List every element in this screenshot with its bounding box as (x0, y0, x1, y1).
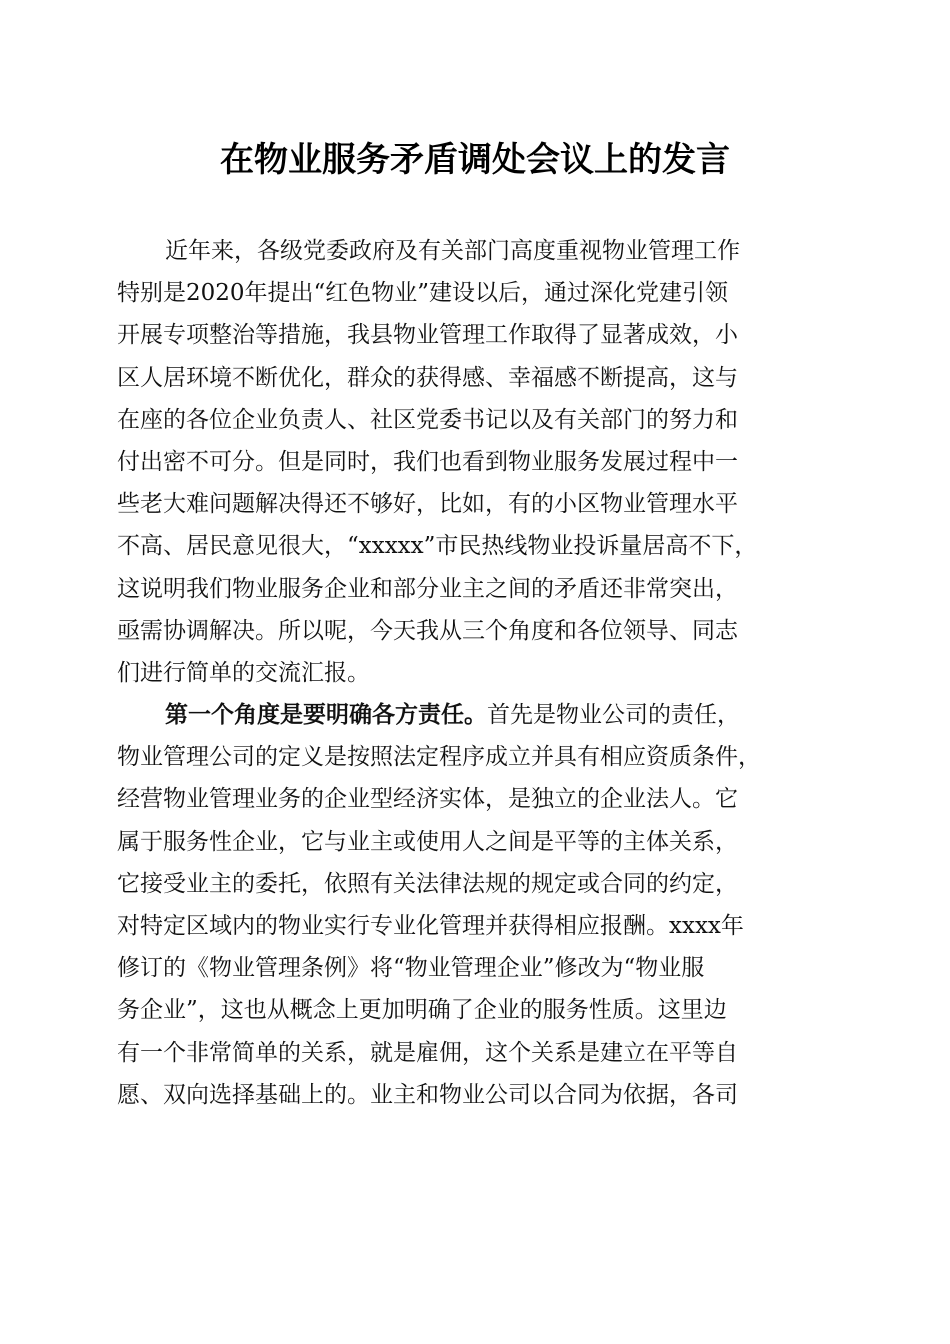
paragraph-line: 对特定区域内的物业实行专业化管理并获得相应报酬。xxxx年 (117, 913, 744, 939)
document-title: 在物业服务矛盾调处会议上的发言 (220, 140, 730, 180)
paragraph-first-line (117, 694, 835, 736)
paragraph-line: 们进行简单的交流汇报。 (117, 659, 370, 686)
paragraph-line: 修订的《物业管理条例》将“物业管理企业”修改为“物业服 (117, 955, 705, 982)
paragraph-line: 在座的各位企业负责人、社区党委书记以及有关部门的努力和 (117, 406, 738, 433)
paragraph-line: 它接受业主的委托，依照有关法律法规的规定或合同的约定， (117, 870, 738, 897)
paragraph-line: 付出密不可分。但是同时，我们也看到物业服务发展过程中一 (117, 448, 738, 475)
section-heading: 第一个角度是要明确各方责任。 (165, 701, 487, 729)
paragraph-line: 区人居环境不断优化，群众的获得感、幸福感不断提高，这与 (117, 364, 738, 391)
paragraph-line: 近年来，各级党委政府及有关部门高度重视物业管理工作 (165, 238, 740, 264)
paragraph-2 (117, 694, 835, 1116)
paragraph-line: 属于服务性企业，它与业主或使用人之间是平等的主体关系， (117, 828, 738, 855)
paragraph-line: 经营物业管理业务的企业型经济实体，是独立的企业法人。它 (117, 786, 738, 813)
paragraph-line: 这说明我们物业服务企业和部分业主之间的矛盾还非常突出， (117, 575, 738, 602)
document-body (117, 230, 835, 1116)
paragraph-line: 开展专项整治等措施，我县物业管理工作取得了显著成效，小 (117, 322, 738, 349)
paragraph-line: 特别是2020年提出“红色物业”建设以后，通过深化党建引领 (117, 280, 729, 307)
paragraph-line: 不高、居民意见很大，“xxxxx”市民热线物业投诉量居高不下， (117, 533, 758, 560)
paragraph-line: 物业管理公司的定义是按照法定程序成立并具有相应资质条件， (117, 744, 761, 771)
paragraph-line: 亟需协调解决。所以呢，今天我从三个角度和各位领导、同志 (117, 617, 738, 644)
paragraph-1 (117, 230, 835, 694)
paragraph-line: 务企业”，这也从概念上更加明确了企业的服务性质。这里边 (117, 997, 727, 1024)
paragraph-line: 愿、双向选择基础上的。业主和物业公司以合同为依据，各司 (117, 1081, 738, 1108)
paragraph-line: 有一个非常简单的关系，就是雇佣，这个关系是建立在平等自 (117, 1039, 738, 1066)
paragraph-line: 些老大难问题解决得还不够好，比如，有的小区物业管理水平 (117, 491, 738, 518)
paragraph-line-rest: 首先是物业公司的责任， (487, 702, 740, 729)
